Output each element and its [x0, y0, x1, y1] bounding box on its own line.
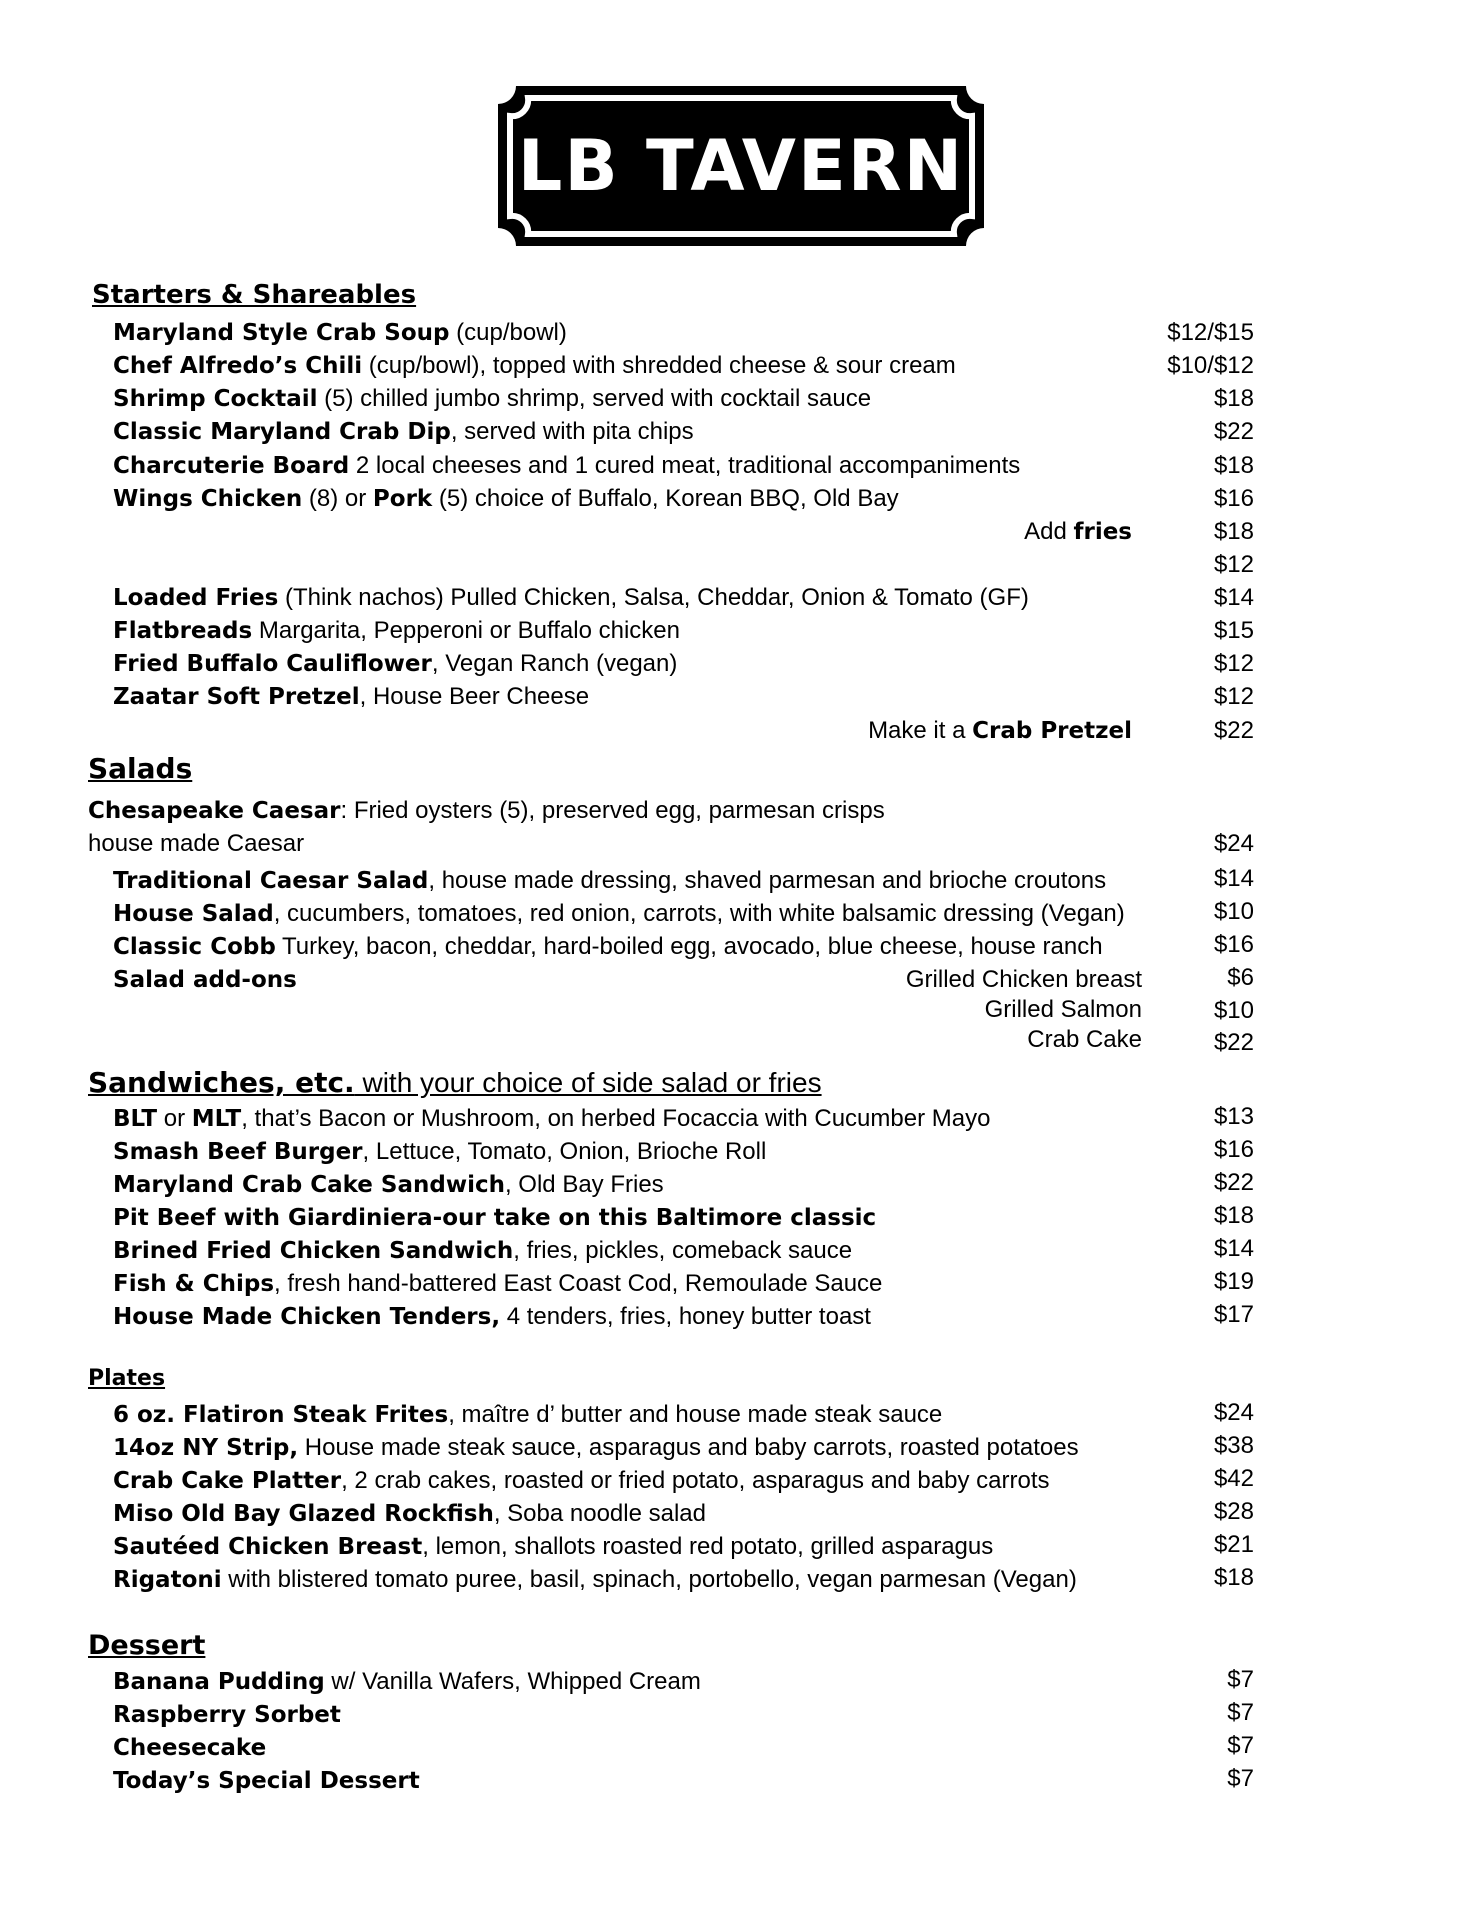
section-subtitle: with your choice of side salad or fries — [354, 1067, 822, 1098]
item-name: Classic Cobb — [113, 934, 276, 960]
item-name: Today’s Special Dessert — [113, 1768, 420, 1794]
item-price: $22 — [1213, 1029, 1254, 1056]
menu-item — [113, 1400, 942, 1430]
menu-item — [113, 1466, 1050, 1496]
item-name: Charcuterie Board — [113, 453, 350, 479]
menu-item — [113, 1766, 420, 1796]
item-price: $16 — [1213, 485, 1254, 512]
item-name: MLT — [191, 1106, 242, 1132]
section-heading-starters: Starters & Shareables — [92, 280, 417, 310]
item-price: $24 — [1213, 830, 1254, 857]
item-name: House Salad — [113, 901, 274, 927]
item-name: Raspberry Sorbet — [113, 1702, 341, 1728]
option-prefix: Make it a — [868, 717, 973, 744]
menu-item — [113, 384, 871, 414]
item-price: $13 — [1213, 1103, 1254, 1130]
option-name: fries — [1073, 519, 1132, 545]
menu-item — [113, 899, 1125, 929]
item-price: $7 — [1227, 1666, 1254, 1693]
section-heading-plates: Plates — [88, 1366, 166, 1391]
item-price: $12 — [1213, 683, 1254, 710]
menu-item — [113, 1499, 706, 1529]
item-desc: , 2 crab cakes, roasted or fried potato, asparagus and baby carrots — [341, 1467, 1050, 1494]
item-desc: , house made dressing, shaved parmesan and brioche croutons — [428, 867, 1107, 894]
menu-item — [113, 866, 1106, 896]
item-price: $38 — [1213, 1432, 1254, 1459]
item-price: $28 — [1213, 1498, 1254, 1525]
item-desc: , Lettuce, Tomato, Onion, Brioche Roll — [362, 1138, 767, 1165]
addon-name: Crab Cake — [1027, 1026, 1142, 1053]
item-price: $7 — [1227, 1732, 1254, 1759]
item-price: $14 — [1213, 584, 1254, 611]
menu-item — [113, 1700, 341, 1730]
menu-item — [113, 1236, 852, 1266]
menu-item — [113, 649, 677, 679]
item-price: $18 — [1213, 385, 1254, 412]
section-heading-salads: Salads — [88, 752, 193, 785]
item-name: Maryland Style Crab Soup — [113, 320, 450, 346]
item-price: $22 — [1213, 418, 1254, 445]
crab-pretzel-option — [868, 716, 1132, 746]
item-desc: , that’s Bacon or Mushroom, on herbed Focaccia with Cucumber Mayo — [241, 1105, 991, 1132]
item-desc: (5) chilled jumbo shrimp, served with cocktail sauce — [317, 385, 872, 412]
item-price: $10 — [1213, 898, 1254, 925]
menu-item — [113, 583, 1029, 613]
menu-item — [113, 1667, 701, 1697]
item-price: $6 — [1227, 964, 1254, 991]
logo — [498, 86, 984, 246]
item-desc: , lemon, shallots roasted red potato, grilled asparagus — [422, 1533, 994, 1560]
menu-item — [113, 1203, 876, 1233]
item-desc: (8) or — [302, 485, 373, 512]
item-price: $18 — [1213, 518, 1254, 545]
menu-item — [113, 351, 956, 381]
item-name: Shrimp Cocktail — [113, 386, 318, 412]
item-name: Rigatoni — [113, 1567, 222, 1593]
item-desc: Margarita, Pepperoni or Buffalo chicken — [252, 617, 680, 644]
option-name: Crab Pretzel — [972, 718, 1132, 744]
item-desc: or — [157, 1105, 192, 1132]
item-desc: , fries, pickles, comeback sauce — [513, 1237, 853, 1264]
menu-item — [113, 1433, 1079, 1463]
item-price: $22 — [1213, 717, 1254, 744]
item-name: Crab Cake Platter — [113, 1468, 342, 1494]
item-price: $12 — [1213, 551, 1254, 578]
menu-item — [113, 1170, 664, 1200]
item-desc: , Vegan Ranch (vegan) — [431, 650, 678, 677]
item-desc: with blistered tomato puree, basil, spinach, portobello, vegan parmesan (Vegan) — [221, 1566, 1077, 1593]
item-name: 14oz NY Strip, — [113, 1435, 299, 1461]
item-name: House Made Chicken Tenders, — [113, 1304, 501, 1330]
item-price: $16 — [1213, 931, 1254, 958]
item-price: $18 — [1213, 1564, 1254, 1591]
item-name: Fried Buffalo Cauliflower — [113, 651, 432, 677]
item-desc: (cup/bowl) — [449, 319, 567, 346]
item-price: $14 — [1213, 1235, 1254, 1262]
item-desc: (cup/bowl), topped with shredded cheese & sour cream — [362, 352, 956, 379]
menu-item — [113, 1565, 1077, 1595]
item-desc: , served with pita chips — [450, 418, 694, 445]
menu-item — [113, 616, 680, 646]
item-name: Cheesecake — [113, 1735, 267, 1761]
item-name: Zaatar Soft Pretzel — [113, 684, 360, 710]
item-desc: , maître d’ butter and house made steak sauce — [448, 1401, 943, 1428]
item-name: Miso Old Bay Glazed Rockfish — [113, 1501, 494, 1527]
item-desc: w/ Vanilla Wafers, Whipped Cream — [324, 1668, 701, 1695]
item-name: Brined Fried Chicken Sandwich — [113, 1238, 514, 1264]
item-name: Fish & Chips — [113, 1271, 275, 1297]
item-name: Classic Maryland Crab Dip — [113, 419, 451, 445]
item-name: Loaded Fries — [113, 585, 279, 611]
menu-item — [113, 1733, 266, 1763]
item-name: Pit Beef with Giardiniera-our take on this Baltimore classic — [113, 1205, 877, 1231]
item-name: Pork — [372, 486, 433, 512]
item-desc: , House Beer Cheese — [359, 683, 590, 710]
item-name: Flatbreads — [113, 618, 253, 644]
menu-item — [113, 1269, 882, 1299]
item-price: $22 — [1213, 1169, 1254, 1196]
item-price: $14 — [1213, 865, 1254, 892]
section-heading-sandwiches — [88, 1066, 822, 1099]
item-price: $12 — [1213, 650, 1254, 677]
item-name: Banana Pudding — [113, 1669, 325, 1695]
item-name: Smash Beef Burger — [113, 1139, 363, 1165]
item-price: $15 — [1213, 617, 1254, 644]
menu-item-chesapeake — [88, 796, 885, 826]
item-desc: (5) choice of Buffalo, Korean BBQ, Old Bay — [432, 485, 899, 512]
item-price: $10 — [1213, 997, 1254, 1024]
item-desc: , Old Bay Fries — [504, 1171, 664, 1198]
salad-addons-label — [113, 965, 297, 995]
item-name: Wings Chicken — [113, 486, 303, 512]
menu-item — [113, 682, 589, 712]
item-price: $12/$15 — [1167, 319, 1254, 346]
item-price: $7 — [1227, 1765, 1254, 1792]
item-price: $19 — [1213, 1268, 1254, 1295]
item-name: Chesapeake Caesar — [88, 798, 341, 824]
addon-name: Grilled Salmon — [984, 996, 1142, 1023]
item-price: $24 — [1213, 1399, 1254, 1426]
menu-item — [113, 451, 1020, 481]
item-desc: (Think nachos) Pulled Chicken, Salsa, Cheddar, Onion & Tomato (GF) — [278, 584, 1029, 611]
add-fries-option — [1024, 517, 1132, 547]
item-price: $42 — [1213, 1465, 1254, 1492]
item-price: $17 — [1213, 1301, 1254, 1328]
item-price: $18 — [1213, 452, 1254, 479]
item-name: BLT — [113, 1106, 158, 1132]
menu-item — [113, 417, 694, 447]
item-price: $7 — [1227, 1699, 1254, 1726]
section-title: Sandwiches, etc. — [88, 1066, 355, 1099]
menu-item — [113, 1532, 993, 1562]
option-prefix: Add — [1024, 518, 1074, 545]
item-desc: House made steak sauce, asparagus and baby carrots, roasted potatoes — [298, 1434, 1079, 1461]
item-price: $21 — [1213, 1531, 1254, 1558]
menu-item — [113, 318, 567, 348]
item-price: $16 — [1213, 1136, 1254, 1163]
item-desc: , cucumbers, tomatoes, red onion, carrots, with white balsamic dressing (Vegan) — [273, 900, 1125, 927]
menu-item-wings — [113, 484, 899, 514]
item-desc: : Fried oysters (5), preserved egg, parmesan crisps — [340, 797, 885, 824]
item-price: $10/$12 — [1167, 352, 1254, 379]
item-desc: , fresh hand-battered East Coast Cod, Remoulade Sauce — [274, 1270, 883, 1297]
item-name: Sautéed Chicken Breast — [113, 1534, 423, 1560]
item-name: Chef Alfredo’s Chili — [113, 353, 363, 379]
logo-text: LB TAVERN — [517, 125, 965, 207]
menu-item — [113, 1302, 871, 1332]
section-heading-dessert: Dessert — [88, 1630, 206, 1661]
addons-label: Salad add-ons — [113, 967, 297, 993]
menu-item — [113, 932, 1103, 962]
item-desc: Turkey, bacon, cheddar, hard-boiled egg, avocado, blue cheese, house ranch — [275, 933, 1103, 960]
item-price: $18 — [1213, 1202, 1254, 1229]
item-name: 6 oz. Flatiron Steak Frites — [113, 1402, 449, 1428]
item-desc: , Soba noodle salad — [493, 1500, 706, 1527]
item-desc: 4 tenders, fries, honey butter toast — [500, 1303, 871, 1330]
addon-name: Grilled Chicken breast — [905, 966, 1142, 993]
menu-item — [113, 1137, 766, 1167]
item-name: Traditional Caesar Salad — [113, 868, 429, 894]
menu-item-blt — [113, 1104, 990, 1134]
item-desc-line2: house made Caesar — [88, 830, 305, 857]
item-name: Maryland Crab Cake Sandwich — [113, 1172, 505, 1198]
item-desc: 2 local cheeses and 1 cured meat, traditional accompaniments — [349, 452, 1021, 479]
